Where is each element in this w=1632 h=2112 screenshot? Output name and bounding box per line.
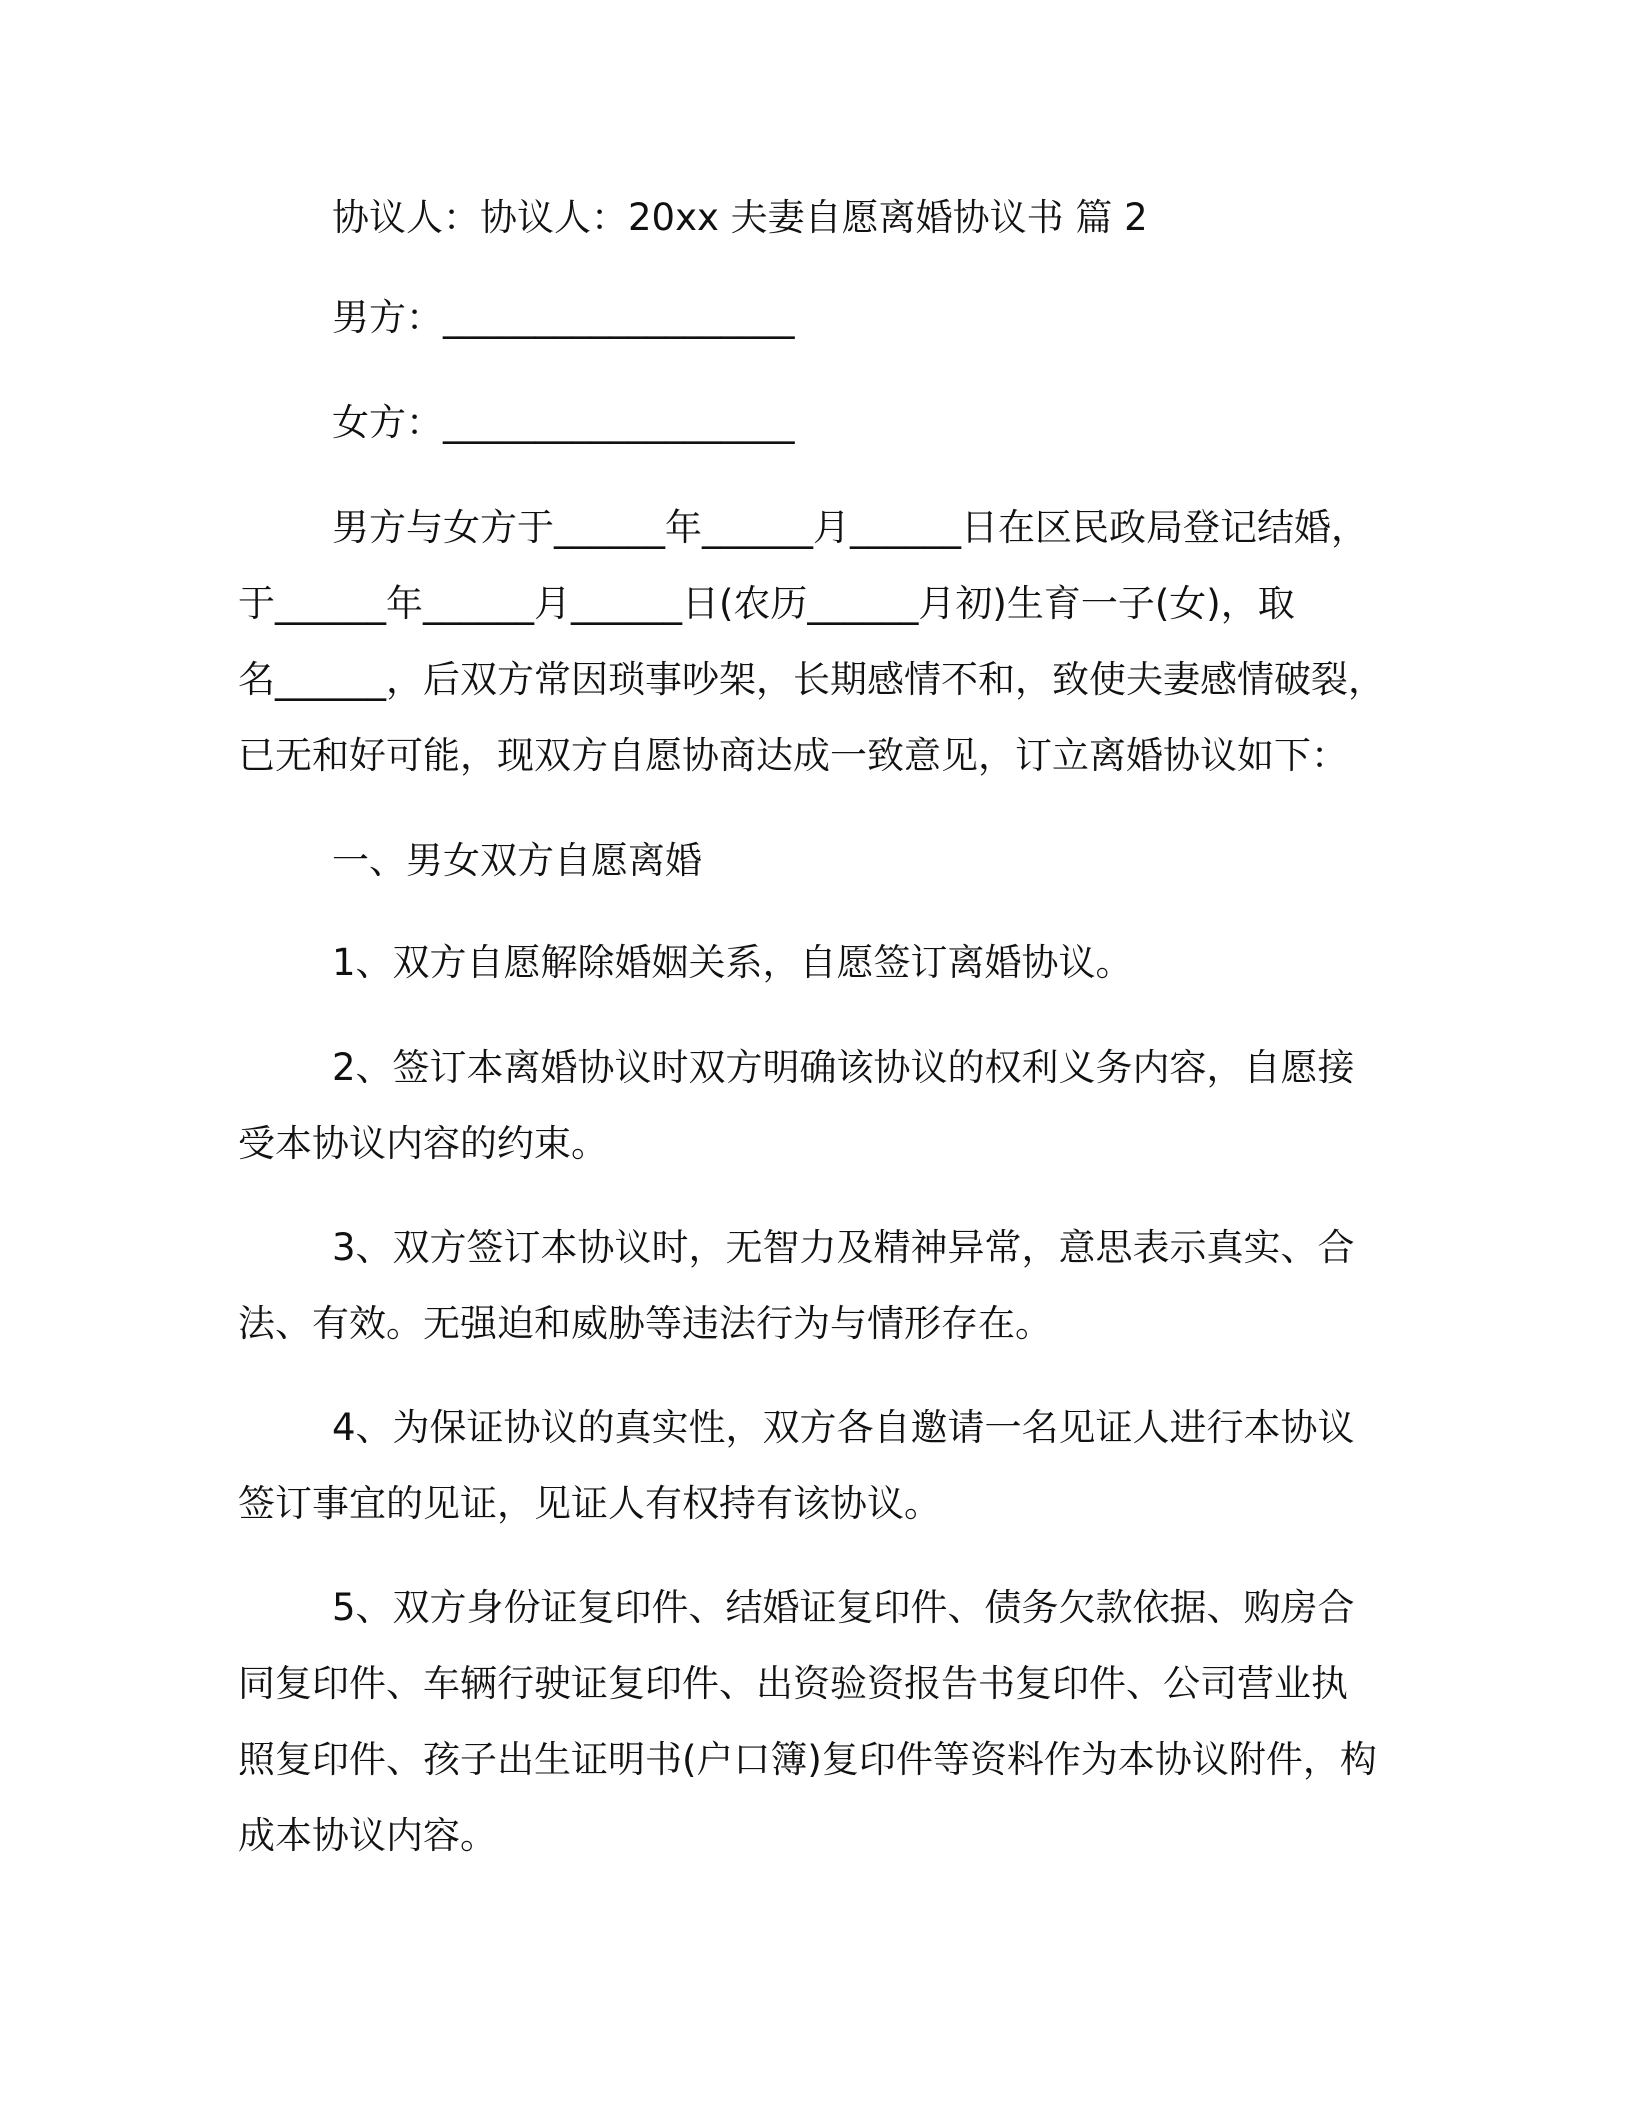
intro-line: 已无和好可能，现双方自愿协商达成一致意见，订立离婚协议如下： [238, 734, 1348, 777]
intro-line: 名______，后双方常因琐事吵架，长期感情不和，致使夫妻感情破裂， [238, 658, 1385, 701]
clause-5 [238, 1570, 1418, 1874]
intro-paragraph [238, 490, 1418, 794]
document-title [238, 180, 1418, 256]
male-party-field [238, 280, 1418, 356]
clause-line: 照复印件、孩子出生证明书(户口簿)复印件等资料作为本协议附件，构 [238, 1738, 1377, 1781]
clause-line: 成本协议内容。 [238, 1814, 497, 1857]
clause-line: 1、双方自愿解除婚姻关系，自愿签订离婚协议。 [332, 941, 1133, 984]
clause-1 [238, 925, 1418, 1001]
clause-4 [238, 1390, 1418, 1542]
male-party-line: 男方：___________________ [332, 296, 795, 339]
clause-line: 法、有效。无强迫和威胁等违法行为与情形存在。 [238, 1302, 1052, 1345]
clause-line: 同复印件、车辆行驶证复印件、出资验资报告书复印件、公司营业执 [238, 1662, 1348, 1705]
clause-line: 2、签订本离婚协议时双方明确该协议的权利义务内容，自愿接 [332, 1046, 1355, 1089]
clause-line: 5、双方身份证复印件、结婚证复印件、债务欠款依据、购房合 [332, 1586, 1355, 1629]
title-line: 协议人：协议人：20xx 夫妻自愿离婚协议书 篇 2 [332, 196, 1148, 239]
clause-line: 受本协议内容的约束。 [238, 1122, 608, 1165]
female-party-line: 女方：___________________ [332, 401, 795, 444]
clause-line: 签订事宜的见证，见证人有权持有该协议。 [238, 1482, 941, 1525]
section-heading-line: 一、男女双方自愿离婚 [332, 839, 702, 882]
section-heading [238, 823, 1418, 899]
clause-3 [238, 1210, 1418, 1362]
clause-line: 3、双方签订本协议时，无智力及精神异常，意思表示真实、合 [332, 1226, 1355, 1269]
intro-line: 男方与女方于______年______月______日在区民政局登记结婚， [332, 506, 1368, 549]
female-party-field [238, 385, 1418, 461]
clause-line: 4、为保证协议的真实性，双方各自邀请一名见证人进行本协议 [332, 1406, 1355, 1449]
intro-line: 于______年______月______日(农历______月初)生育一子(女)，取 [238, 582, 1295, 625]
clause-2 [238, 1030, 1418, 1182]
